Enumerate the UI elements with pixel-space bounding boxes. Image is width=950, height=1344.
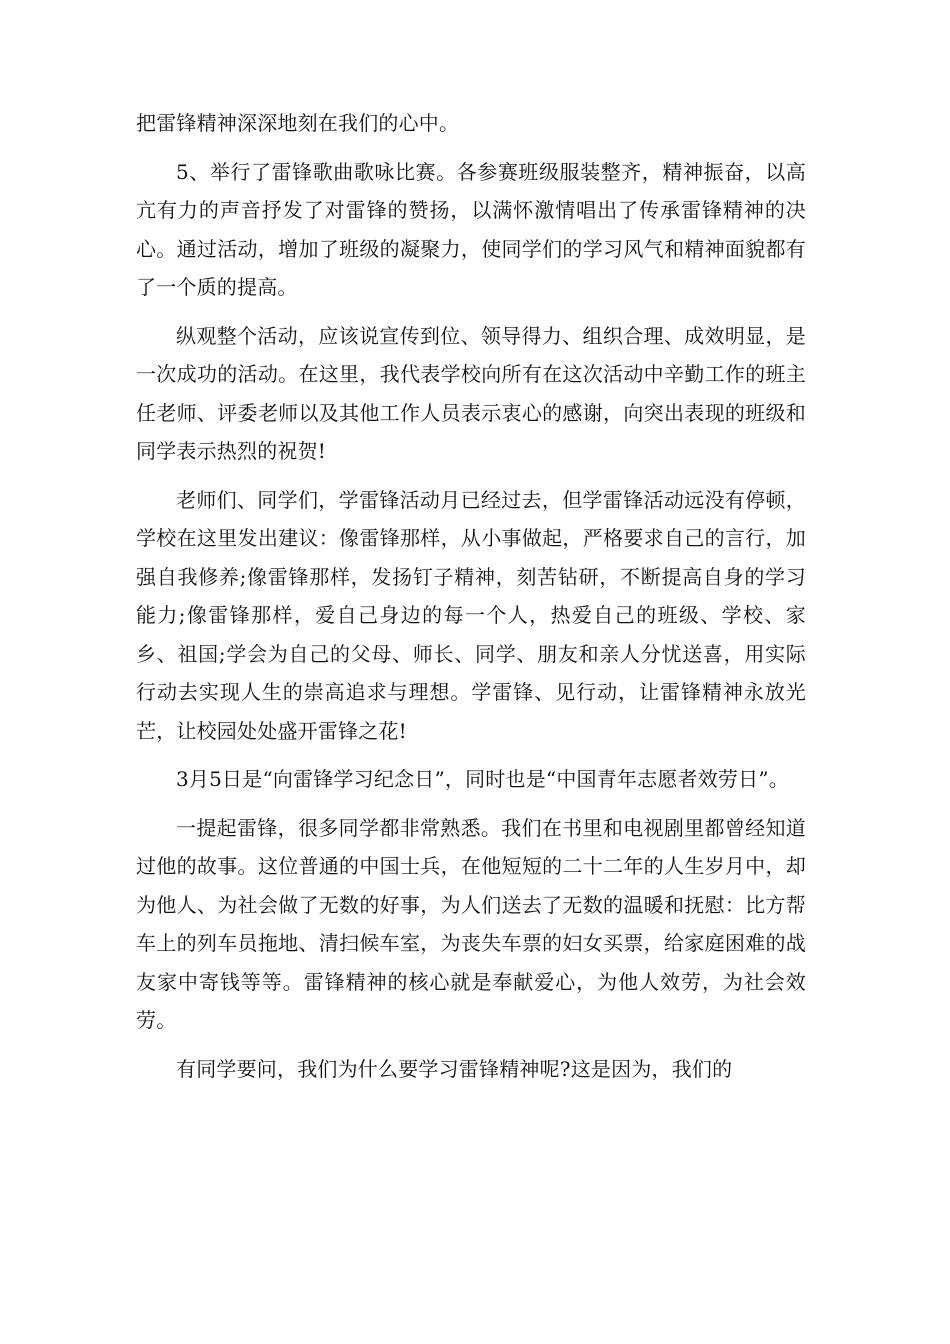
document-body	[136, 104, 806, 1098]
paragraph: 一提起雷锋，很多同学都非常熟悉。我们在书里和电视剧里都曾经知道过他的故事。这位普通的中国士兵，在他短短的二十二年的人生岁月中，却为他人、为社会做了无数的好事，为人们送去了无数的温暖和抚慰：比方帮车上的列车员拖地、清扫候车室，为丧失车票的妇女买票，给家庭困难的战友家中寄钱等等。雷锋精神的核心就是奉献爱心，为他人效劳，为社会效劳。	[136, 815, 806, 1032]
paragraph: 纵观整个活动，应该说宣传到位、领导得力、组织合理、成效明显，是一次成功的活动。在这里，我代表学校向所有在这次活动中辛勤工作的班主任老师、评委老师以及其他工作人员表示衷心的感谢，向突出表现的班级和同学表示热烈的祝贺!	[136, 323, 806, 463]
paragraph: 3月5日是“向雷锋学习纪念日”，同时也是“中国青年志愿者效劳日”。	[176, 767, 789, 791]
paragraph: 有同学要问，我们为什么要学习雷锋精神呢?这是因为，我们的	[176, 1056, 733, 1081]
paragraph: 把雷锋精神深深地刻在我们的心中。	[136, 111, 460, 135]
paragraph: 5、举行了雷锋歌曲歌咏比赛。各参赛班级服装整齐，精神振奋，以高亢有力的声音抒发了对雷锋的赞扬，以满怀激情唱出了传承雷锋精神的决心。通过活动，增加了班级的凝聚力，使同学们的学习风气和精神面貌都有了一个质的提高。	[136, 159, 806, 299]
paragraph: 老师们、同学们，学雷锋活动月已经过去，但学雷锋活动远没有停顿，学校在这里发出建议：像雷锋那样，从小事做起，严格要求自己的言行，加强自我修养;像雷锋那样，发扬钉子精神，刻苦钻研，不断提高自身的学习能力;像雷锋那样，爱自己身边的每一个人，热爱自己的班级、学校、家乡、祖国;学会为自己的父母、师长、同学、朋友和亲人分忧送喜，用实际行动去实现人生的崇高追求与理想。学雷锋、见行动，让雷锋精神永放光芒，让校园处处盛开雷锋之花!	[136, 487, 806, 743]
